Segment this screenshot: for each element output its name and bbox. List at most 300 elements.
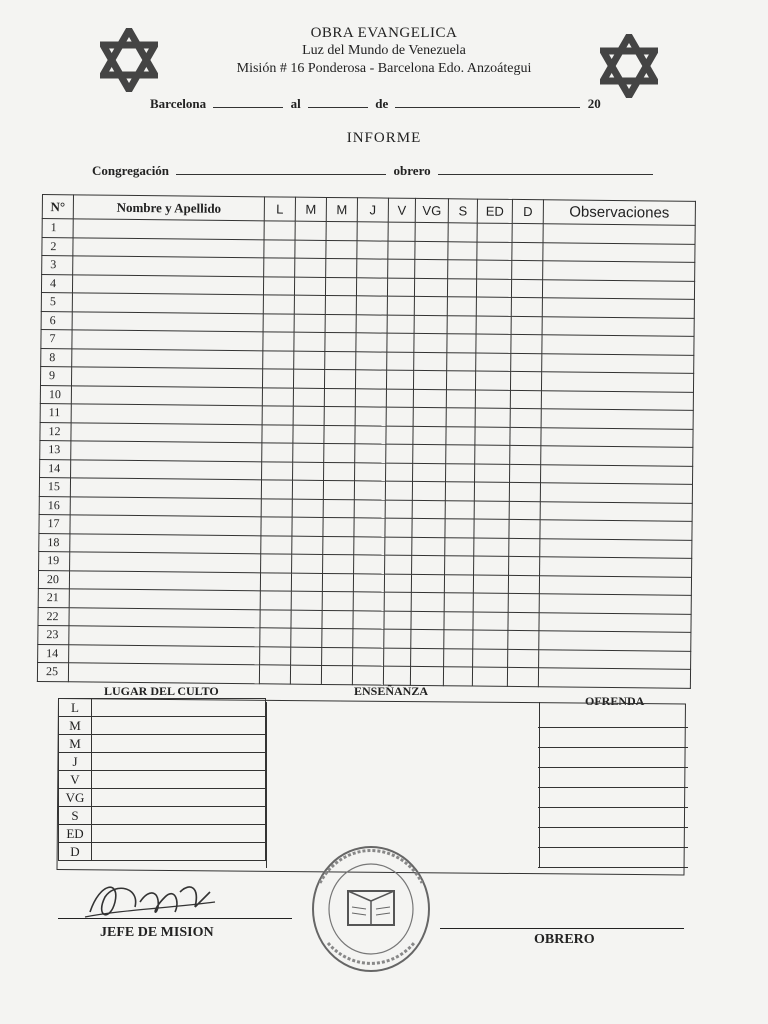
attendance-cell[interactable] — [509, 482, 540, 501]
attendance-cell[interactable] — [444, 648, 473, 667]
attendance-cell[interactable] — [260, 628, 291, 647]
attendance-cell[interactable] — [260, 646, 291, 665]
name-cell[interactable] — [71, 422, 262, 442]
header-m2: M — [326, 197, 357, 221]
ofrenda-line[interactable] — [538, 728, 688, 748]
attendance-cell[interactable] — [475, 371, 510, 390]
lugar-cell[interactable] — [92, 717, 266, 735]
ofrenda-line[interactable] — [538, 748, 688, 768]
attendance-cell[interactable] — [477, 223, 512, 242]
name-cell[interactable] — [69, 644, 260, 664]
observaciones-cell[interactable] — [541, 446, 693, 466]
attendance-cell[interactable] — [294, 351, 325, 370]
attendance-cell[interactable] — [508, 593, 539, 612]
lugar-label: LUGAR DEL CULTO — [104, 684, 219, 698]
attendance-cell[interactable] — [322, 573, 353, 592]
attendance-cell[interactable] — [412, 481, 445, 500]
attendance-cell[interactable] — [508, 575, 539, 594]
lugar-cell[interactable] — [92, 825, 266, 843]
lugar-cell[interactable] — [92, 735, 266, 753]
attendance-cell[interactable] — [476, 279, 511, 298]
attendance-cell[interactable] — [259, 665, 290, 684]
attendance-cell[interactable] — [474, 556, 509, 575]
attendance-cell[interactable] — [412, 500, 445, 519]
attendance-cell[interactable] — [292, 517, 323, 536]
congregation-field[interactable] — [176, 162, 386, 175]
attendance-cell[interactable] — [476, 353, 511, 372]
attendance-cell[interactable] — [476, 334, 511, 353]
name-cell[interactable] — [72, 311, 263, 331]
attendance-cell[interactable] — [326, 221, 357, 240]
attendance-cell[interactable] — [293, 406, 324, 425]
attendance-cell[interactable] — [508, 649, 539, 668]
lugar-cell[interactable] — [92, 843, 266, 861]
name-cell[interactable] — [71, 404, 262, 424]
attendance-cell[interactable] — [445, 519, 474, 538]
attendance-cell[interactable] — [353, 573, 384, 592]
attendance-cell[interactable] — [356, 296, 387, 315]
attendance-cell[interactable] — [264, 221, 295, 240]
attendance-cell[interactable] — [355, 444, 386, 463]
attendance-cell[interactable] — [472, 667, 507, 686]
attendance-cell[interactable] — [415, 222, 448, 241]
attendance-cell[interactable] — [410, 666, 443, 685]
attendance-cell[interactable] — [262, 387, 293, 406]
attendance-cell[interactable] — [473, 593, 508, 612]
name-cell[interactable] — [71, 459, 262, 479]
attendance-cell[interactable] — [388, 241, 415, 260]
attendance-cell[interactable] — [291, 628, 322, 647]
attendance-cell[interactable] — [325, 351, 356, 370]
attendance-cell[interactable] — [291, 647, 322, 666]
attendance-cell[interactable] — [353, 610, 384, 629]
attendance-cell[interactable] — [294, 295, 325, 314]
attendance-cell[interactable] — [447, 278, 476, 297]
attendance-cell[interactable] — [411, 611, 444, 630]
observaciones-cell[interactable] — [541, 409, 693, 429]
name-cell[interactable] — [71, 441, 262, 461]
attendance-cell[interactable] — [352, 666, 383, 685]
attendance-cell[interactable] — [383, 666, 410, 685]
observaciones-cell[interactable] — [540, 501, 692, 521]
attendance-cell[interactable] — [510, 408, 541, 427]
attendance-cell[interactable] — [446, 426, 475, 445]
name-cell[interactable] — [73, 256, 264, 276]
attendance-cell[interactable] — [509, 501, 540, 520]
attendance-cell[interactable] — [476, 297, 511, 316]
attendance-cell[interactable] — [385, 555, 412, 574]
attendance-cell[interactable] — [388, 259, 415, 278]
attendance-cell[interactable] — [262, 443, 293, 462]
lugar-cell[interactable] — [92, 699, 266, 717]
attendance-cell[interactable] — [323, 480, 354, 499]
attendance-cell[interactable] — [509, 556, 540, 575]
attendance-cell[interactable] — [323, 517, 354, 536]
attendance-cell[interactable] — [510, 464, 541, 483]
observaciones-cell[interactable] — [541, 390, 693, 410]
attendance-cell[interactable] — [411, 592, 444, 611]
attendance-cell[interactable] — [324, 369, 355, 388]
attendance-cell[interactable] — [385, 481, 412, 500]
attendance-cell[interactable] — [444, 574, 473, 593]
attendance-cell[interactable] — [292, 536, 323, 555]
header-name: Nombre y Apellido — [73, 195, 264, 221]
day-to-field[interactable] — [308, 95, 368, 108]
attendance-cell[interactable] — [262, 461, 293, 480]
attendance-cell[interactable] — [294, 332, 325, 351]
attendance-cell[interactable] — [292, 480, 323, 499]
attendance-cell[interactable] — [264, 258, 295, 277]
attendance-cell[interactable] — [414, 352, 447, 371]
attendance-cell[interactable] — [414, 278, 447, 297]
ofrenda-line[interactable] — [538, 788, 688, 808]
attendance-cell[interactable] — [413, 407, 446, 426]
attendance-cell[interactable] — [321, 665, 352, 684]
attendance-cell[interactable] — [512, 260, 543, 279]
attendance-cell[interactable] — [357, 259, 388, 278]
attendance-cell[interactable] — [411, 574, 444, 593]
name-cell[interactable] — [69, 626, 260, 646]
attendance-cell[interactable] — [445, 482, 474, 501]
attendance-cell[interactable] — [325, 295, 356, 314]
attendance-cell[interactable] — [292, 554, 323, 573]
attendance-cell[interactable] — [445, 556, 474, 575]
attendance-cell[interactable] — [446, 445, 475, 464]
attendance-cell[interactable] — [386, 444, 413, 463]
attendance-cell[interactable] — [263, 295, 294, 314]
attendance-cell[interactable] — [447, 297, 476, 316]
attendance-cell[interactable] — [263, 276, 294, 295]
attendance-cell[interactable] — [473, 612, 508, 631]
attendance-cell[interactable] — [354, 518, 385, 537]
attendance-cell[interactable] — [384, 648, 411, 667]
attendance-cell[interactable] — [475, 445, 510, 464]
attendance-cell[interactable] — [387, 315, 414, 334]
observaciones-cell[interactable] — [542, 316, 694, 336]
attendance-cell[interactable] — [412, 537, 445, 556]
name-cell[interactable] — [73, 219, 264, 239]
attendance-cell[interactable] — [295, 240, 326, 259]
attendance-cell[interactable] — [511, 316, 542, 335]
observaciones-cell[interactable] — [539, 612, 691, 632]
observaciones-cell[interactable] — [539, 594, 691, 614]
attendance-cell[interactable] — [261, 535, 292, 554]
attendance-cell[interactable] — [356, 333, 387, 352]
attendance-cell[interactable] — [355, 388, 386, 407]
month-field[interactable] — [395, 95, 580, 108]
attendance-cell[interactable] — [356, 277, 387, 296]
attendance-cell[interactable] — [293, 443, 324, 462]
attendance-cell[interactable] — [261, 554, 292, 573]
attendance-cell[interactable] — [324, 425, 355, 444]
attendance-cell[interactable] — [387, 278, 414, 297]
attendance-cell[interactable] — [412, 518, 445, 537]
observaciones-cell[interactable] — [540, 520, 692, 540]
attendance-cell[interactable] — [414, 296, 447, 315]
attendance-cell[interactable] — [354, 481, 385, 500]
attendance-cell[interactable] — [384, 629, 411, 648]
attendance-cell[interactable] — [415, 241, 448, 260]
lugar-cell[interactable] — [92, 753, 266, 771]
observaciones-cell[interactable] — [540, 557, 692, 577]
attendance-cell[interactable] — [384, 592, 411, 611]
attendance-cell[interactable] — [353, 647, 384, 666]
attendance-cell[interactable] — [446, 389, 475, 408]
attendance-cell[interactable] — [444, 611, 473, 630]
name-cell[interactable] — [72, 274, 263, 294]
attendance-cell[interactable] — [355, 407, 386, 426]
attendance-cell[interactable] — [324, 462, 355, 481]
attendance-cell[interactable] — [264, 239, 295, 258]
attendance-cell[interactable] — [511, 353, 542, 372]
attendance-cell[interactable] — [355, 425, 386, 444]
attendance-cell[interactable] — [293, 388, 324, 407]
observaciones-cell[interactable] — [540, 538, 692, 558]
name-cell[interactable] — [70, 515, 261, 535]
attendance-cell[interactable] — [325, 314, 356, 333]
attendance-cell[interactable] — [511, 297, 542, 316]
observaciones-cell[interactable] — [543, 261, 695, 281]
attendance-cell[interactable] — [413, 389, 446, 408]
attendance-cell[interactable] — [384, 574, 411, 593]
attendance-cell[interactable] — [388, 222, 415, 241]
attendance-cell[interactable] — [475, 464, 510, 483]
ofrenda-line[interactable] — [538, 808, 688, 828]
attendance-cell[interactable] — [293, 369, 324, 388]
attendance-cell[interactable] — [414, 333, 447, 352]
observaciones-cell[interactable] — [543, 224, 695, 244]
attendance-cell[interactable] — [475, 390, 510, 409]
name-cell[interactable] — [70, 478, 261, 498]
attendance-cell[interactable] — [295, 221, 326, 240]
name-cell[interactable] — [72, 330, 263, 350]
attendance-cell[interactable] — [355, 370, 386, 389]
attendance-cell[interactable] — [322, 647, 353, 666]
attendance-cell[interactable] — [507, 667, 538, 686]
attendance-cell[interactable] — [411, 629, 444, 648]
attendance-cell[interactable] — [260, 609, 291, 628]
attendance-cell[interactable] — [387, 333, 414, 352]
attendance-cell[interactable] — [353, 592, 384, 611]
attendance-cell[interactable] — [512, 242, 543, 261]
name-cell[interactable] — [71, 367, 262, 387]
attendance-cell[interactable] — [326, 240, 357, 259]
name-cell[interactable] — [69, 589, 260, 609]
name-cell[interactable] — [73, 237, 264, 257]
attendance-cell[interactable] — [295, 258, 326, 277]
attendance-cell[interactable] — [448, 260, 477, 279]
attendance-cell[interactable] — [323, 554, 354, 573]
ofrenda-line[interactable] — [538, 848, 688, 868]
attendance-cell[interactable] — [414, 315, 447, 334]
attendance-cell[interactable] — [293, 462, 324, 481]
name-cell[interactable] — [70, 496, 261, 516]
attendance-cell[interactable] — [473, 575, 508, 594]
attendance-cell[interactable] — [354, 536, 385, 555]
attendance-cell[interactable] — [384, 611, 411, 630]
attendance-cell[interactable] — [356, 351, 387, 370]
attendance-cell[interactable] — [325, 332, 356, 351]
attendance-cell[interactable] — [508, 612, 539, 631]
attendance-cell[interactable] — [415, 259, 448, 278]
attendance-cell[interactable] — [474, 482, 509, 501]
attendance-cell[interactable] — [512, 223, 543, 242]
attendance-cell[interactable] — [290, 665, 321, 684]
attendance-cell[interactable] — [511, 334, 542, 353]
ofrenda-line[interactable] — [538, 768, 688, 788]
attendance-cell[interactable] — [261, 498, 292, 517]
attendance-cell[interactable] — [262, 424, 293, 443]
attendance-cell[interactable] — [353, 629, 384, 648]
attendance-cell[interactable] — [326, 258, 357, 277]
observaciones-cell[interactable] — [541, 464, 693, 484]
lugar-cell[interactable] — [92, 807, 266, 825]
attendance-cell[interactable] — [444, 593, 473, 612]
attendance-cell[interactable] — [322, 610, 353, 629]
attendance-cell[interactable] — [448, 241, 477, 260]
name-cell[interactable] — [72, 293, 263, 313]
attendance-cell[interactable] — [445, 500, 474, 519]
observaciones-cell[interactable] — [539, 575, 691, 595]
attendance-cell[interactable] — [262, 369, 293, 388]
attendance-cell[interactable] — [260, 572, 291, 591]
attendance-cell[interactable] — [477, 260, 512, 279]
attendance-cell[interactable] — [510, 390, 541, 409]
name-cell[interactable] — [72, 348, 263, 368]
attendance-cell[interactable] — [474, 519, 509, 538]
attendance-cell[interactable] — [510, 445, 541, 464]
attendance-cell[interactable] — [323, 499, 354, 518]
attendance-cell[interactable] — [412, 555, 445, 574]
attendance-cell[interactable] — [511, 279, 542, 298]
attendance-cell[interactable] — [354, 499, 385, 518]
name-cell[interactable] — [70, 552, 261, 572]
attendance-cell[interactable] — [322, 628, 353, 647]
attendance-cell[interactable] — [446, 371, 475, 390]
observaciones-cell[interactable] — [542, 335, 694, 355]
attendance-cell[interactable] — [324, 406, 355, 425]
attendance-cell[interactable] — [261, 517, 292, 536]
attendance-cell[interactable] — [386, 407, 413, 426]
lugar-cell[interactable] — [92, 771, 266, 789]
attendance-cell[interactable] — [386, 426, 413, 445]
attendance-cell[interactable] — [291, 610, 322, 629]
attendance-cell[interactable] — [386, 463, 413, 482]
attendance-cell[interactable] — [357, 240, 388, 259]
attendance-cell[interactable] — [510, 371, 541, 390]
observaciones-cell[interactable] — [542, 298, 694, 318]
name-cell[interactable] — [68, 663, 259, 683]
obrero-field[interactable] — [438, 162, 653, 175]
attendance-cell[interactable] — [291, 573, 322, 592]
observaciones-cell[interactable] — [543, 242, 695, 262]
observaciones-cell[interactable] — [539, 631, 691, 651]
attendance-cell[interactable] — [447, 315, 476, 334]
attendance-cell[interactable] — [476, 316, 511, 335]
attendance-cell[interactable] — [263, 332, 294, 351]
attendance-cell[interactable] — [294, 314, 325, 333]
attendance-cell[interactable] — [473, 649, 508, 668]
lugar-cell[interactable] — [92, 789, 266, 807]
attendance-cell[interactable] — [445, 537, 474, 556]
attendance-cell[interactable] — [444, 630, 473, 649]
attendance-cell[interactable] — [292, 499, 323, 518]
attendance-cell[interactable] — [473, 630, 508, 649]
attendance-cell[interactable] — [294, 277, 325, 296]
attendance-cell[interactable] — [411, 648, 444, 667]
attendance-cell[interactable] — [263, 350, 294, 369]
attendance-cell[interactable] — [413, 444, 446, 463]
attendance-cell[interactable] — [474, 538, 509, 557]
attendance-cell[interactable] — [323, 536, 354, 555]
observaciones-cell[interactable] — [542, 353, 694, 373]
attendance-cell[interactable] — [386, 389, 413, 408]
attendance-cell[interactable] — [509, 538, 540, 557]
attendance-cell[interactable] — [387, 296, 414, 315]
observaciones-cell[interactable] — [538, 668, 690, 688]
attendance-cell[interactable] — [475, 408, 510, 427]
attendance-cell[interactable] — [262, 406, 293, 425]
attendance-cell[interactable] — [387, 352, 414, 371]
attendance-cell[interactable] — [263, 313, 294, 332]
observaciones-cell[interactable] — [540, 483, 692, 503]
attendance-cell[interactable] — [508, 630, 539, 649]
attendance-cell[interactable] — [260, 591, 291, 610]
attendance-cell[interactable] — [322, 591, 353, 610]
attendance-cell[interactable] — [443, 667, 472, 686]
name-cell[interactable] — [70, 533, 261, 553]
attendance-cell[interactable] — [477, 242, 512, 261]
ofrenda-line[interactable] — [538, 708, 688, 728]
attendance-cell[interactable] — [448, 223, 477, 242]
attendance-cell[interactable] — [386, 370, 413, 389]
attendance-cell[interactable] — [354, 555, 385, 574]
attendance-cell[interactable] — [510, 427, 541, 446]
observaciones-cell[interactable] — [539, 649, 691, 669]
attendance-cell[interactable] — [261, 480, 292, 499]
name-cell[interactable] — [69, 570, 260, 590]
ofrenda-line[interactable] — [538, 828, 688, 848]
attendance-cell[interactable] — [446, 463, 475, 482]
observaciones-cell[interactable] — [541, 427, 693, 447]
attendance-cell[interactable] — [474, 501, 509, 520]
attendance-cell[interactable] — [413, 463, 446, 482]
attendance-cell[interactable] — [385, 537, 412, 556]
attendance-cell[interactable] — [509, 519, 540, 538]
name-cell[interactable] — [69, 607, 260, 627]
attendance-cell[interactable] — [324, 443, 355, 462]
attendance-cell[interactable] — [293, 425, 324, 444]
attendance-cell[interactable] — [355, 462, 386, 481]
attendance-cell[interactable] — [475, 427, 510, 446]
attendance-cell[interactable] — [413, 426, 446, 445]
attendance-cell[interactable] — [446, 408, 475, 427]
attendance-cell[interactable] — [357, 222, 388, 241]
attendance-cell[interactable] — [291, 591, 322, 610]
attendance-cell[interactable] — [447, 334, 476, 353]
attendance-cell[interactable] — [385, 500, 412, 519]
attendance-cell[interactable] — [325, 277, 356, 296]
name-cell[interactable] — [71, 385, 262, 405]
attendance-cell[interactable] — [356, 314, 387, 333]
observaciones-cell[interactable] — [541, 372, 693, 392]
attendance-cell[interactable] — [385, 518, 412, 537]
day-from-field[interactable] — [213, 95, 283, 108]
attendance-cell[interactable] — [413, 370, 446, 389]
attendance-cell[interactable] — [447, 352, 476, 371]
observaciones-cell[interactable] — [542, 279, 694, 299]
attendance-cell[interactable] — [324, 388, 355, 407]
